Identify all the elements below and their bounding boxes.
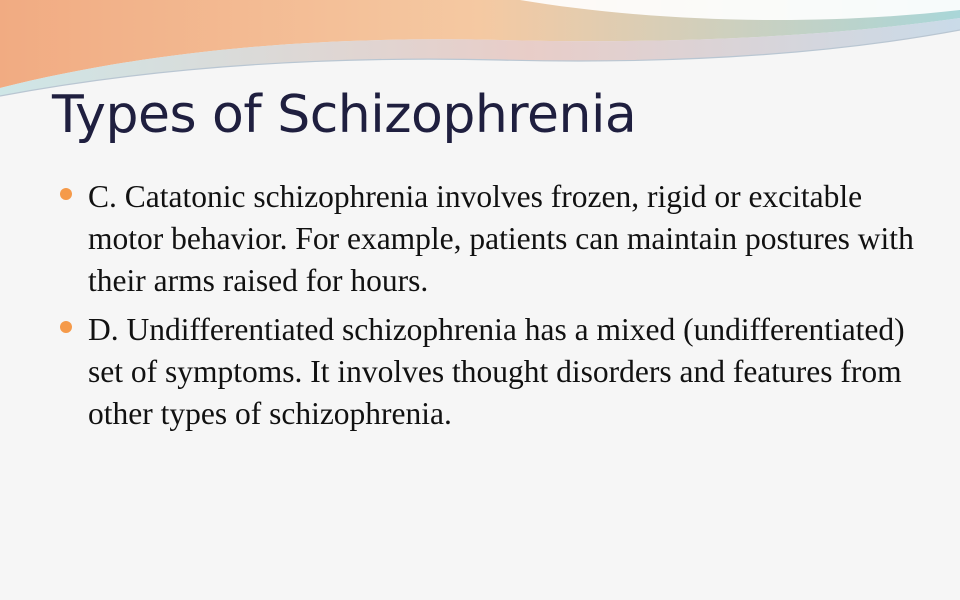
bullet-list xyxy=(60,176,940,442)
slide-title: Types of Schizophrenia xyxy=(52,85,637,145)
bullet-marker-icon xyxy=(60,321,72,333)
bullet-text: D. Undifferentiated schizophrenia has a mixed (undifferentiated) set of symptoms. It involves thought disorders and features from other types of schizophrenia. xyxy=(88,312,905,431)
bullet-text: C. Catatonic schizophrenia involves frozen, rigid or excitable motor behavior. For example, patients can maintain postures with their arms raised for hours. xyxy=(88,179,914,298)
bullet-item-undifferentiated xyxy=(60,309,940,435)
bullet-marker-icon xyxy=(60,188,72,200)
bullet-item-catatonic xyxy=(60,176,940,302)
